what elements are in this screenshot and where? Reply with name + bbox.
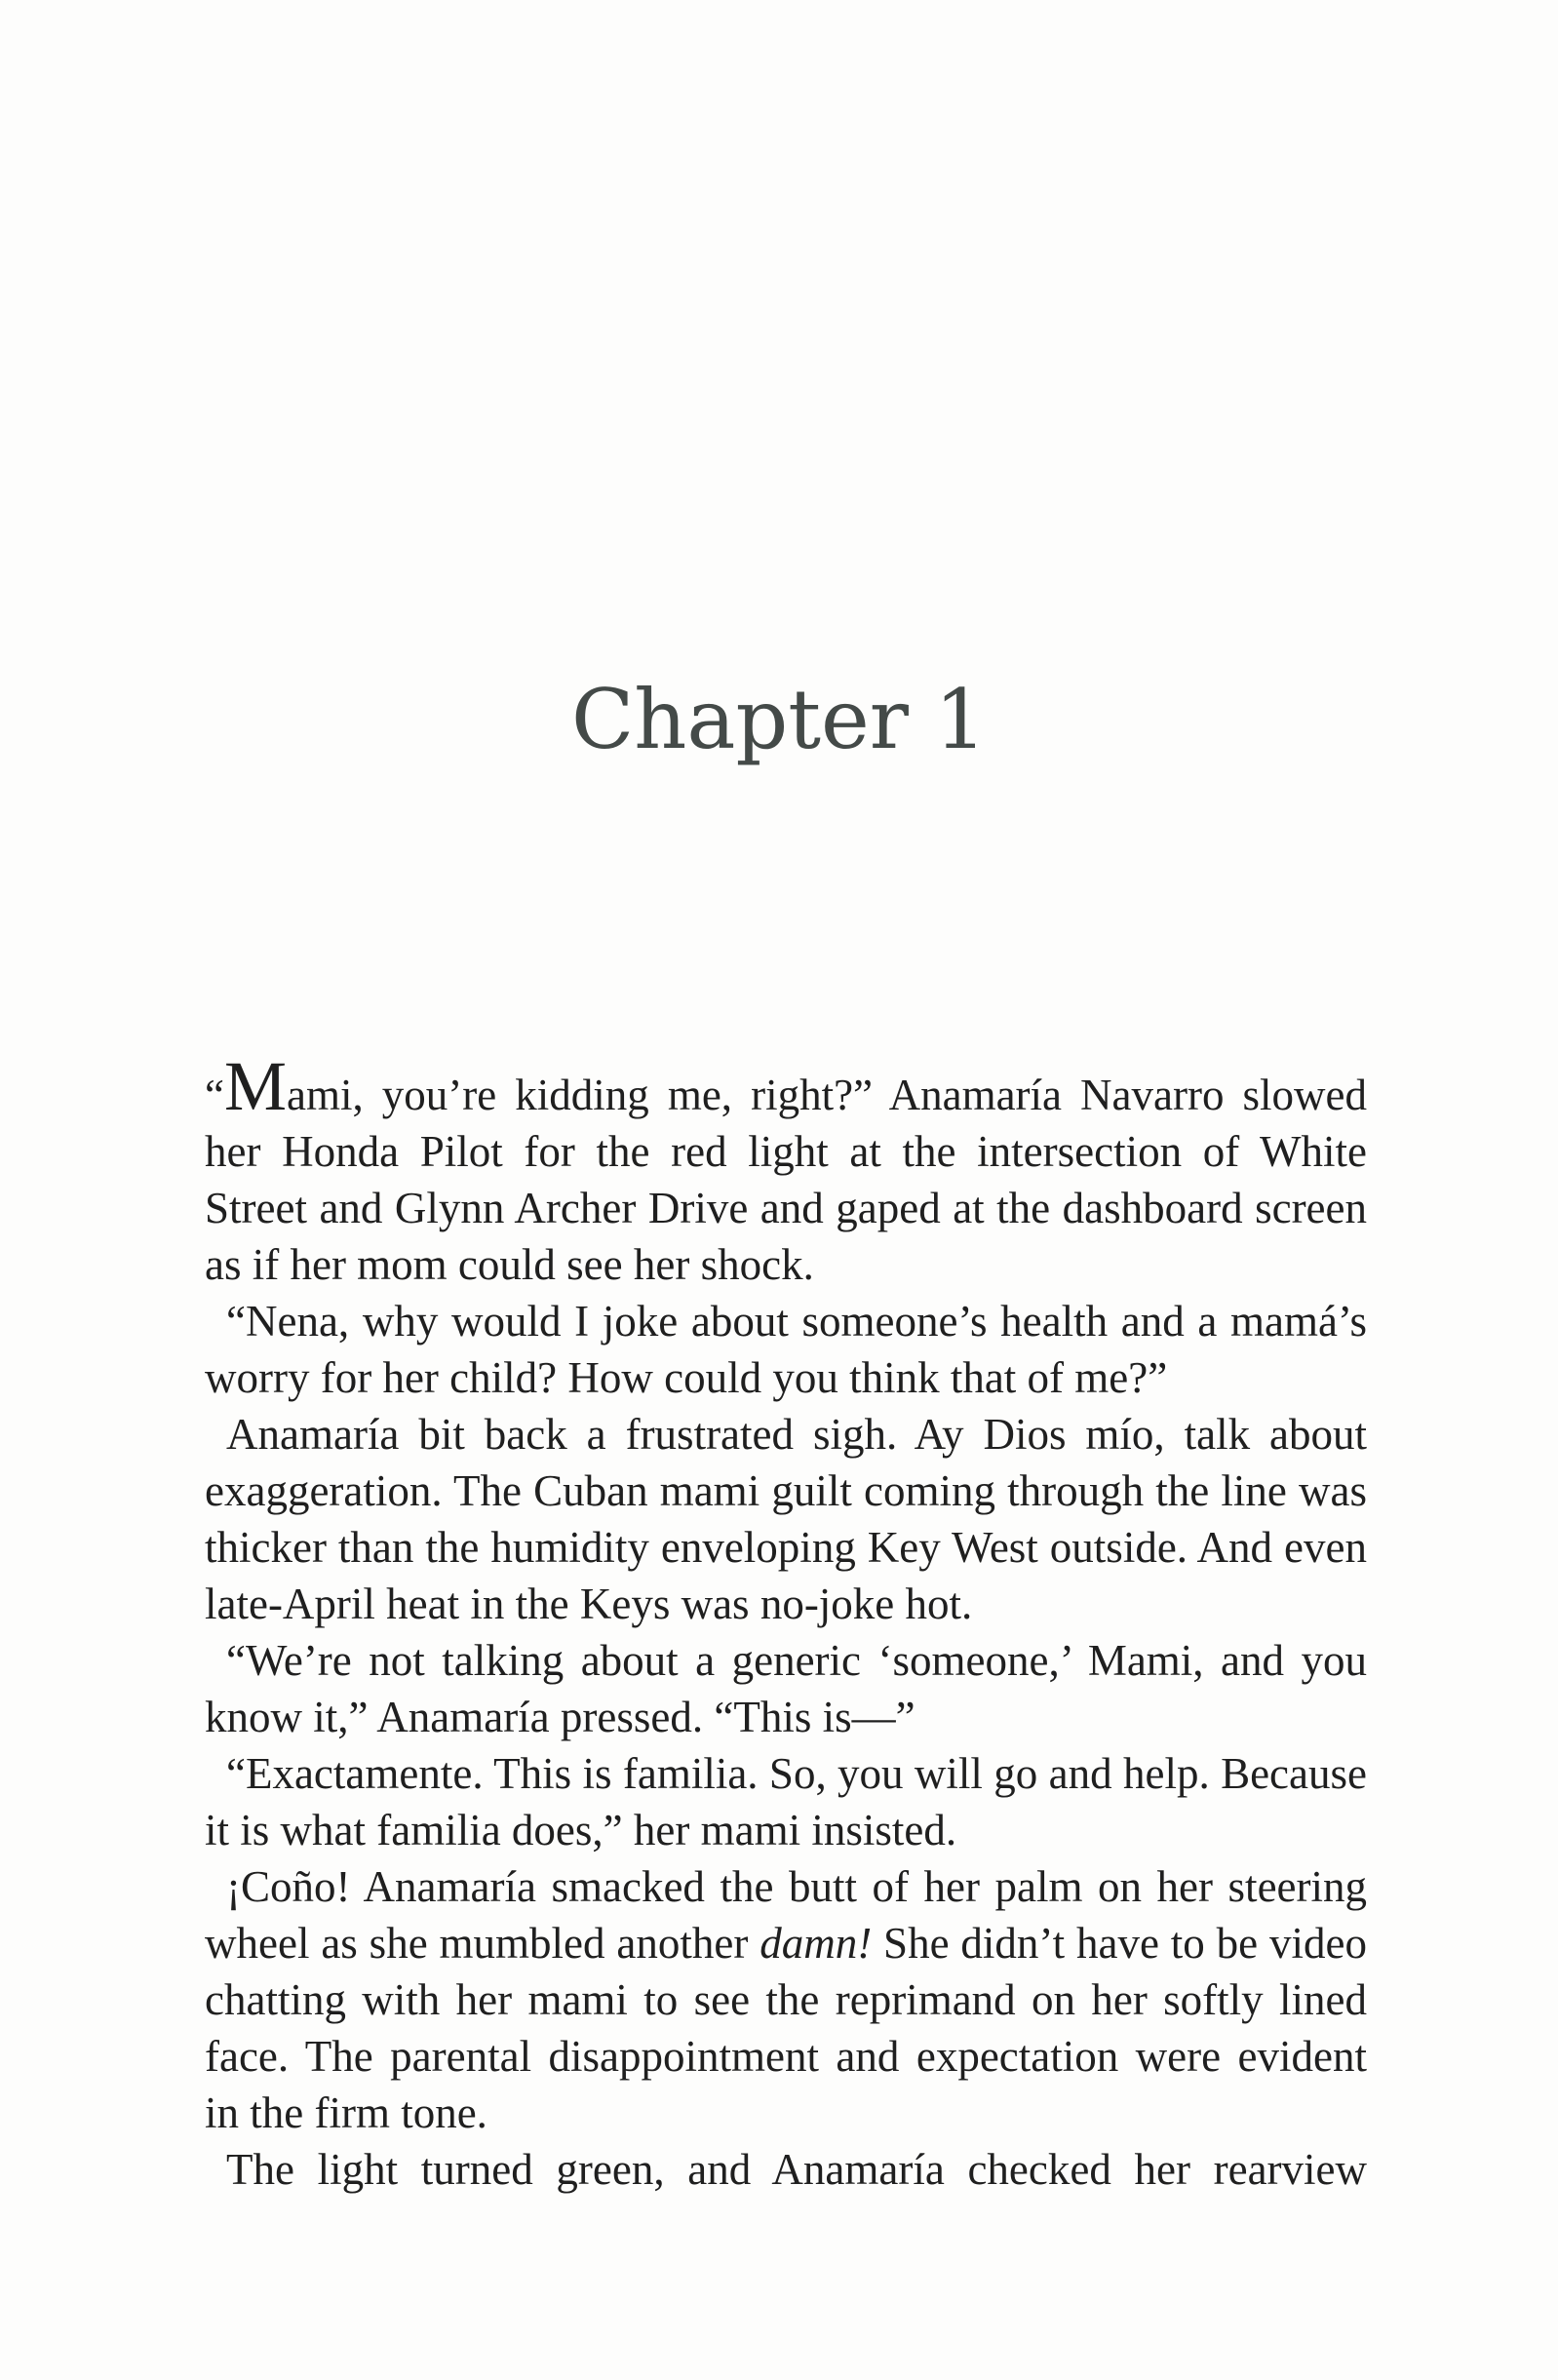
paragraph-6-emphasis: damn! <box>760 1919 873 1968</box>
chapter-title: Chapter 1 <box>571 672 987 768</box>
paragraph-6 <box>205 1858 1367 2141</box>
paragraph-5: “Exactamente. This is familia. So, you will go and help. Because it is what familia does,” her mami insisted. <box>205 1749 1367 1854</box>
paragraph-6-text-after: She didn’t have to be video chatting with her mami to see the reprimand on her softly lined face. The parental disappointment and expectation were evident in the firm tone. <box>205 1919 1367 2137</box>
paragraph-7: The light turned green, and Anamaría checked her rearview <box>226 2145 1367 2194</box>
paragraph-1-text: ami, you’re kidding me, right?” Anamaría Navarro slowed her Honda Pilot for the red light at the intersection of White Street and Glynn Archer Drive and gaped at the dashboard screen as if her mom could see her shock. <box>205 1071 1367 1289</box>
paragraph-1 <box>205 1047 1367 1293</box>
opening-quote: “ <box>205 1071 224 1119</box>
paragraph-2: “Nena, why would I joke about someone’s health and a mamá’s worry for her child? How could you think that of me?” <box>205 1297 1367 1402</box>
initial-capital: M <box>223 1047 288 1125</box>
paragraph-3: Anamaría bit back a frustrated sigh. Ay Dios mío, talk about exaggeration. The Cuban mami guilt coming through the line was thicker than the humidity enveloping Key West outside. And even late-April heat in the Keys was no-joke hot. <box>205 1410 1367 1628</box>
chapter-body <box>205 1047 1367 2198</box>
paragraph-4: “We’re not talking about a generic ‘someone,’ Mami, and you know it,” Anamaría pressed. “This is—” <box>205 1636 1367 1741</box>
paragraph-6-text-before: ¡Coño! Anamaría smacked the butt of her palm on her steering wheel as she mumbled another <box>205 1862 1367 1968</box>
